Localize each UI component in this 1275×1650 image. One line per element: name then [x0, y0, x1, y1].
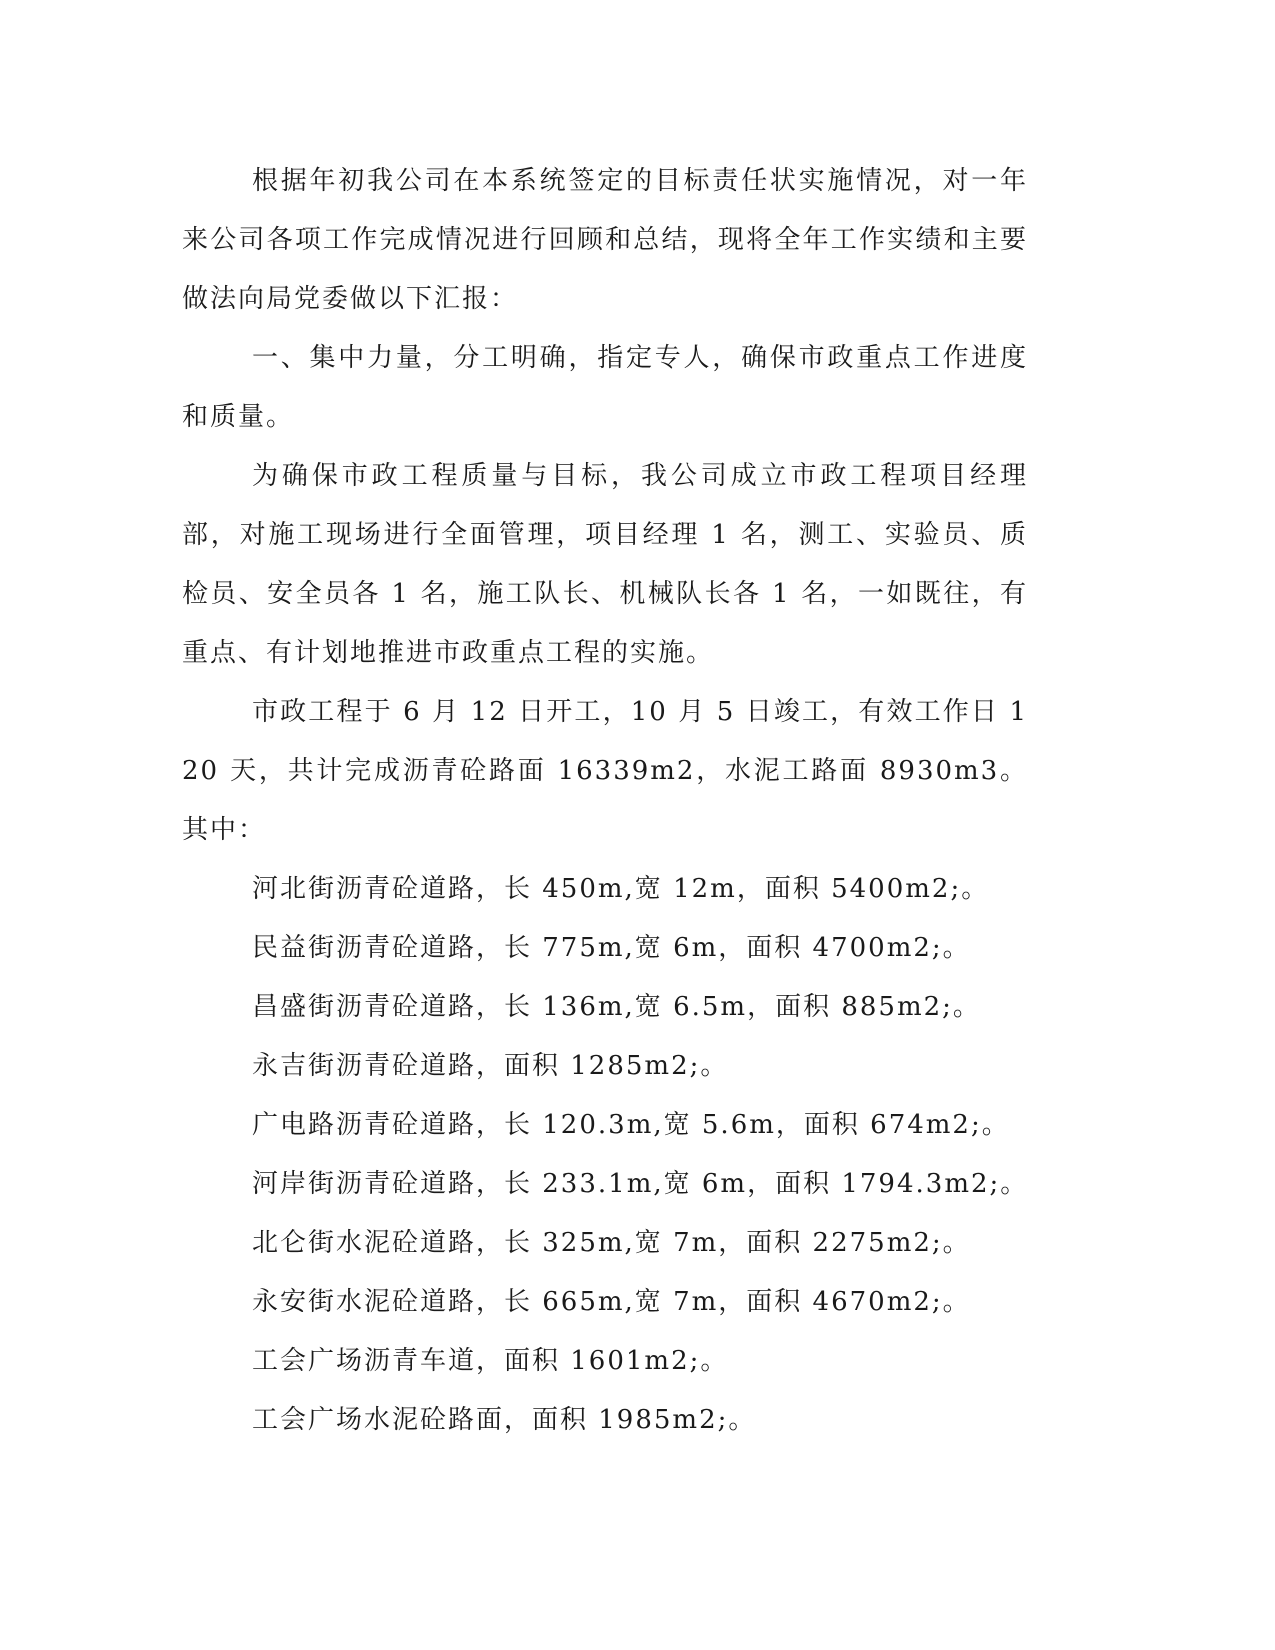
document-body: [182, 152, 1028, 1450]
road-item: 广电路沥青砼道路，长 120.3m,宽 5.6m，面积 674m2;。: [252, 1110, 1010, 1140]
road-item: 永安街水泥砼道路，长 665m,宽 7m，面积 4670m2;。: [252, 1287, 971, 1317]
intro-paragraph: 根据年初我公司在本系统签定的目标责任状实施情况，对一年来公司各项工作完成情况进行回顾和总结，现将全年工作实绩和主要做法向局党委做以下汇报：: [182, 166, 1028, 314]
road-item: 工会广场水泥砼路面，面积 1985m2;。: [252, 1405, 757, 1435]
road-item: 北仑街水泥砼道路，长 325m,宽 7m，面积 2275m2;。: [252, 1228, 971, 1258]
road-item: 民益街沥青砼道路，长 775m,宽 6m，面积 4700m2;。: [252, 933, 971, 963]
road-item: 河北街沥青砼道路，长 450m,宽 12m，面积 5400m2;。: [252, 874, 990, 904]
road-item: 河岸街沥青砼道路，长 233.1m,宽 6m，面积 1794.3m2;。: [252, 1169, 1029, 1199]
section-body-paragraph: 为确保市政工程质量与目标，我公司成立市政工程项目经理部，对施工现场进行全面管理，项目经理 1 名，测工、实验员、质检员、安全员各 1 名，施工队长、机械队长各 1 名，一如既往，有重点、有计划地推进市政重点工程的实施。: [182, 461, 1028, 668]
road-item: 昌盛街沥青砼道路，长 136m,宽 6.5m，面积 885m2;。: [252, 992, 981, 1022]
road-item: 永吉街沥青砼道路，面积 1285m2;。: [252, 1051, 729, 1081]
road-item: 工会广场沥青车道，面积 1601m2;。: [252, 1346, 729, 1376]
summary-paragraph: 市政工程于 6 月 12 日开工，10 月 5 日竣工，有效工作日 120 天，共计完成沥青砼路面 16339m2，水泥工路面 8930m3。其中：: [182, 697, 1028, 845]
section-heading: 一、集中力量，分工明确，指定专人，确保市政重点工作进度和质量。: [182, 343, 1028, 432]
